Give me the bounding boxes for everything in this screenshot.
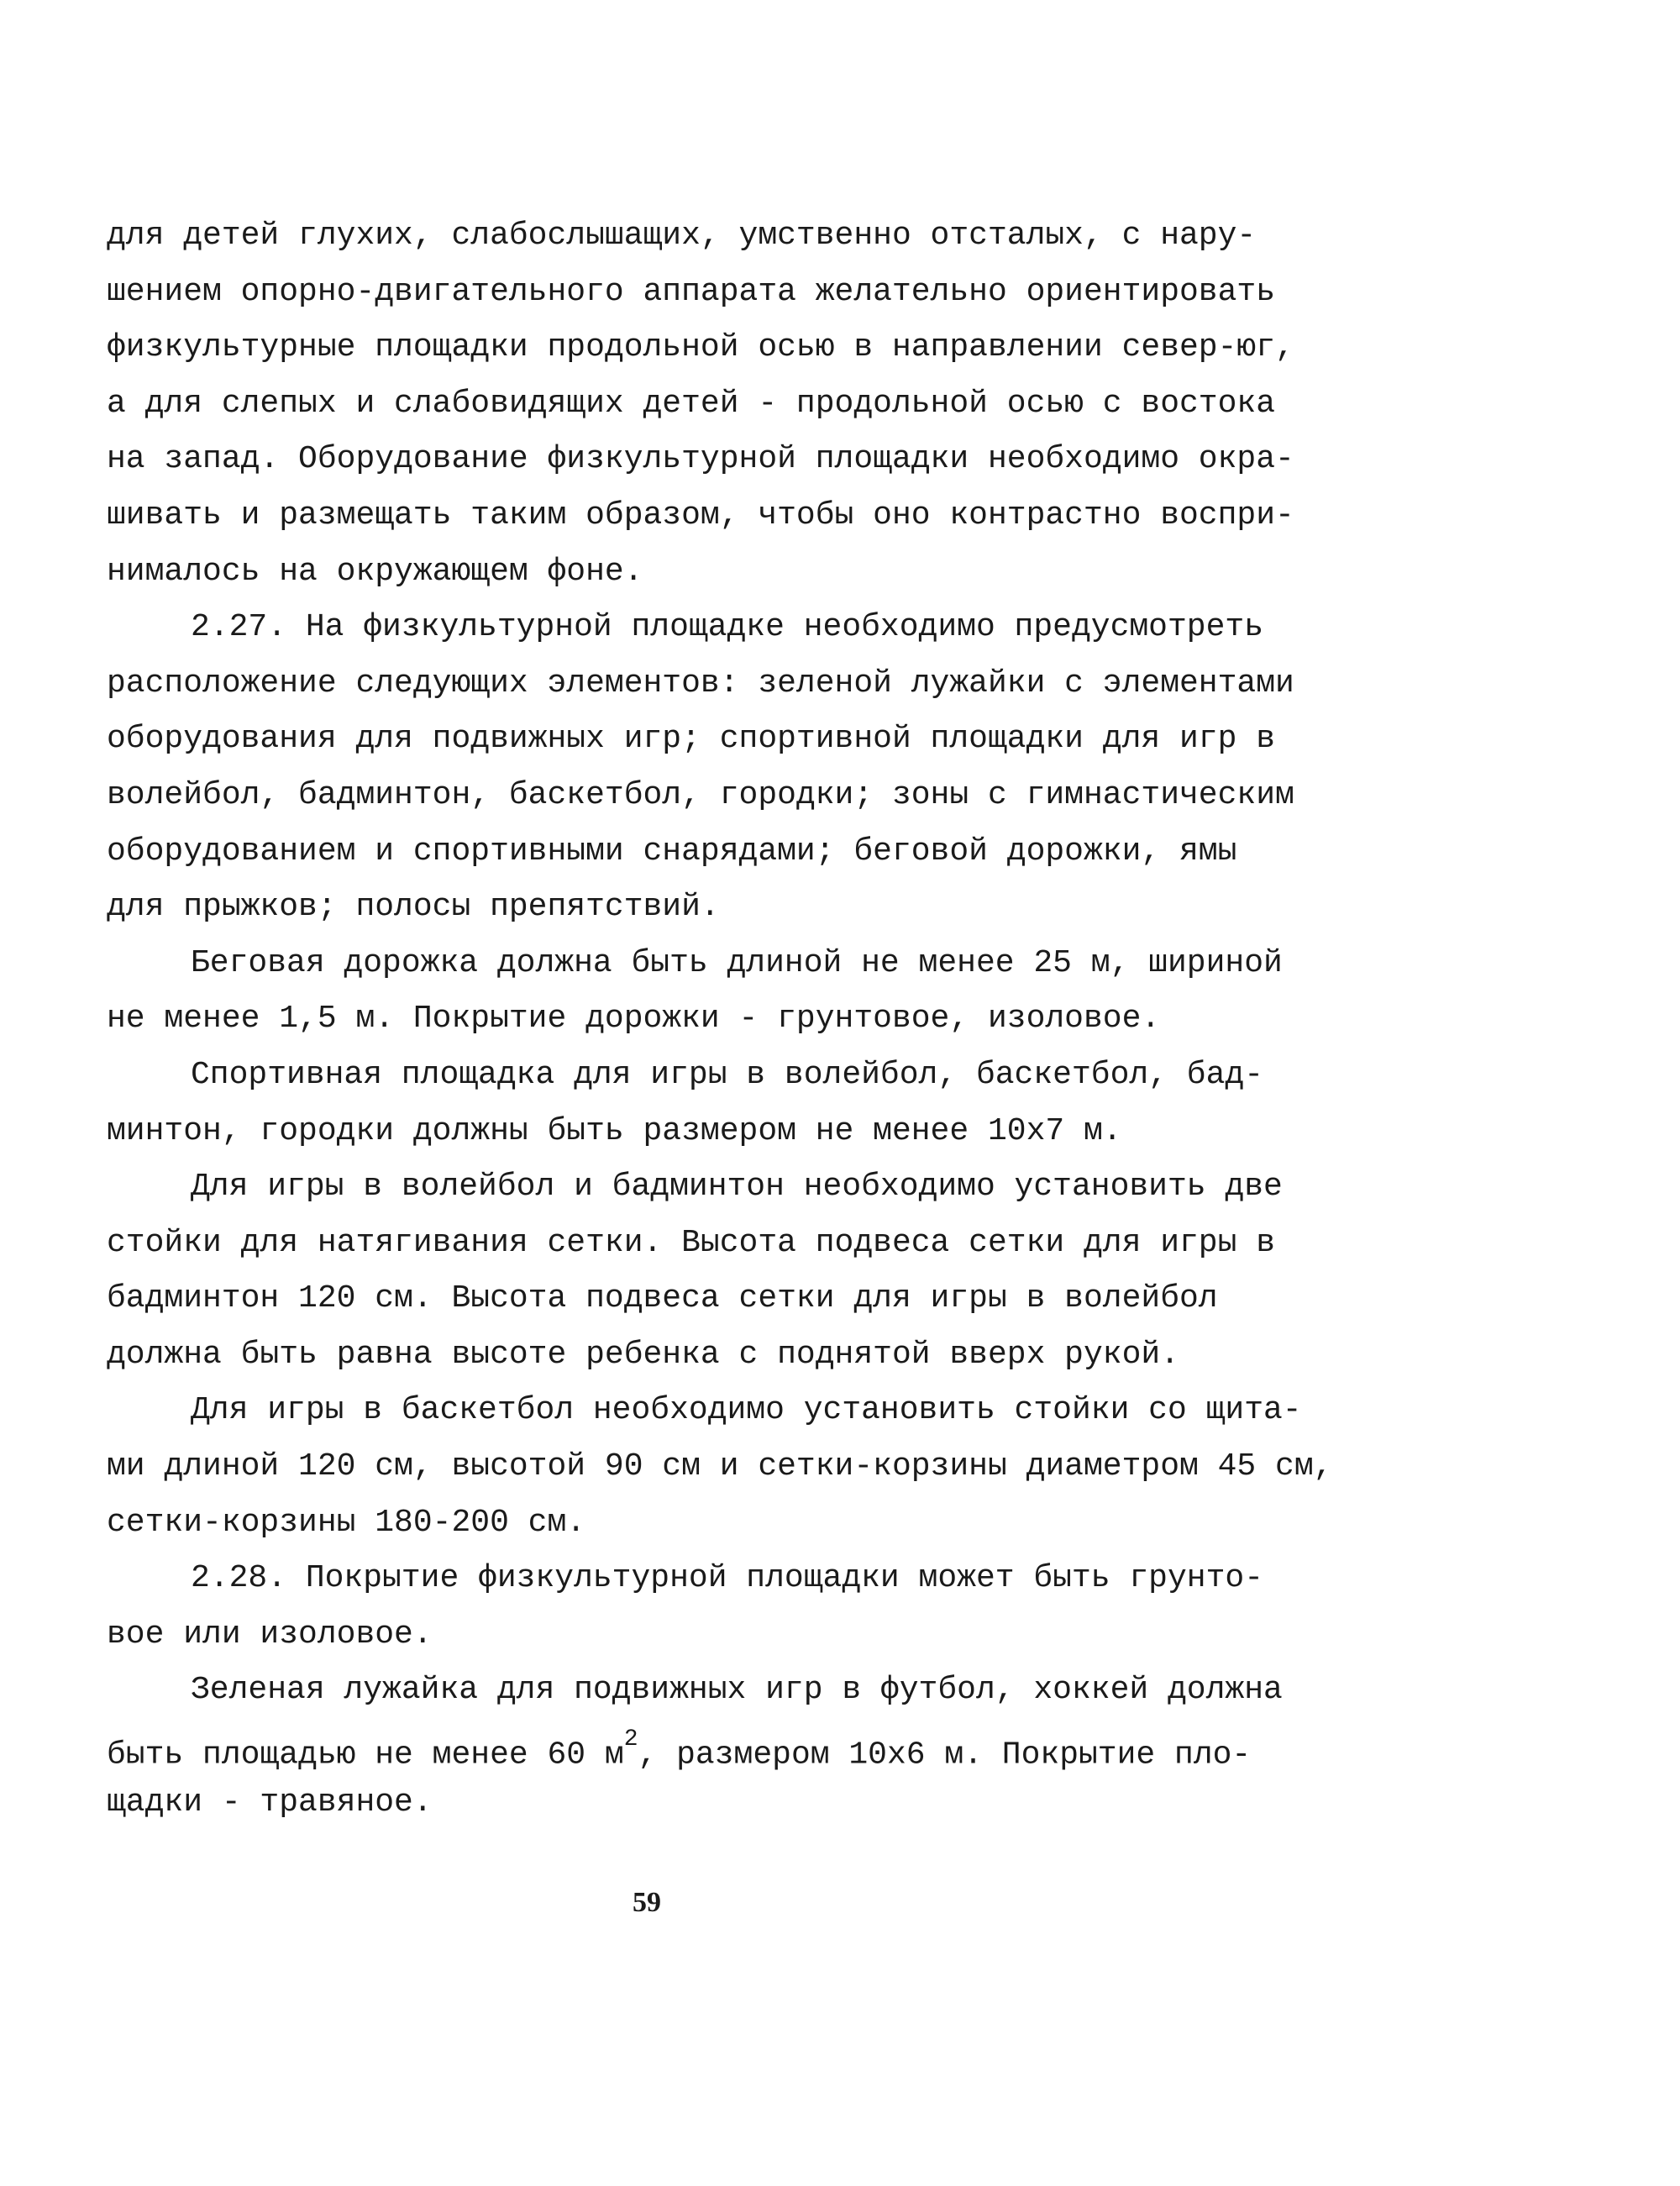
- text-line: для детей глухих, слабослышащих, умственно отсталых, с нару-: [107, 218, 1257, 254]
- text-line: для прыжков; полосы препятствий.: [107, 889, 720, 926]
- page-number: 59: [633, 1887, 661, 1918]
- text-line: оборудованием и спортивными снарядами; беговой дорожки, ямы: [107, 833, 1237, 870]
- text-line: сетки-корзины 180-200 см.: [107, 1504, 586, 1541]
- text-fragment: быть площадью не менее 60 м: [107, 1737, 624, 1773]
- text-line: должна быть равна высоте ребенка с поднятой вверх рукой.: [107, 1336, 1180, 1373]
- paragraph: [107, 1383, 1333, 1551]
- text-line: оборудования для подвижных игр; спортивной площадки для игр в: [107, 721, 1276, 758]
- text-line: бадминтон 120 см. Высота подвеса сетки для игры в волейбол: [107, 1280, 1218, 1317]
- body-text: [107, 208, 1333, 1831]
- text-line: волейбол, бадминтон, баскетбол, городки; зоны с гимнастическим: [107, 776, 1294, 813]
- text-line: нималось на окружающем фоне.: [107, 553, 643, 590]
- text-line: щадки - травяное.: [107, 1784, 433, 1821]
- text-line: физкультурные площадки продольной осью в направлении север-юг,: [107, 329, 1294, 366]
- paragraph: [107, 208, 1294, 600]
- text-line: 2.27. На физкультурной площадке необходимо предусмотреть: [191, 609, 1264, 646]
- text-line: расположение следующих элементов: зеленой лужайки с элементами: [107, 665, 1294, 702]
- text-line: минтон, городки должны быть размером не менее 10х7 м.: [107, 1112, 1122, 1149]
- paragraph: [107, 1663, 1283, 1831]
- text-line: шением опорно-двигательного аппарата желательно ориентировать: [107, 273, 1276, 310]
- text-line: Для игры в баскетбол необходимо установить стойки со щита-: [191, 1392, 1302, 1429]
- text-line: Для игры в волейбол и бадминтон необходимо установить две: [191, 1169, 1283, 1206]
- text-line: Беговая дорожка должна быть длиной не менее 25 м, шириной: [191, 944, 1283, 981]
- text-line: 2.28. Покрытие физкультурной площадки может быть грунто-: [191, 1560, 1264, 1597]
- paragraph: [107, 1048, 1264, 1159]
- paragraph: [107, 936, 1283, 1048]
- text-line: Зеленая лужайка для подвижных игр в футбол, хоккей должна: [191, 1672, 1283, 1709]
- text-fragment: , размером 10х6 м. Покрытие пло-: [638, 1737, 1252, 1773]
- text-line: вое или изоловое.: [107, 1616, 433, 1653]
- text-line-with-superscript: [107, 1719, 1252, 1775]
- superscript: 2: [623, 1726, 638, 1753]
- text-line: на запад. Оборудование физкультурной площадки необходимо окра-: [107, 441, 1294, 478]
- text-line: не менее 1,5 м. Покрытие дорожки - грунтовое, изоловое.: [107, 1001, 1161, 1038]
- paragraph: [107, 1159, 1283, 1383]
- paragraph: [107, 1551, 1264, 1663]
- text-line: а для слепых и слабовидящих детей - продольной осью с востока: [107, 385, 1276, 422]
- text-line: ми длиной 120 см, высотой 90 см и сетки-корзины диаметром 45 см,: [107, 1448, 1333, 1485]
- text-line: стойки для натягивания сетки. Высота подвеса сетки для игры в: [107, 1224, 1276, 1261]
- text-line: шивать и размещать таким образом, чтобы оно контрастно воспри-: [107, 497, 1294, 533]
- text-line: Спортивная площадка для игры в волейбол, баскетбол, бад-: [191, 1056, 1264, 1093]
- paragraph: [107, 600, 1294, 936]
